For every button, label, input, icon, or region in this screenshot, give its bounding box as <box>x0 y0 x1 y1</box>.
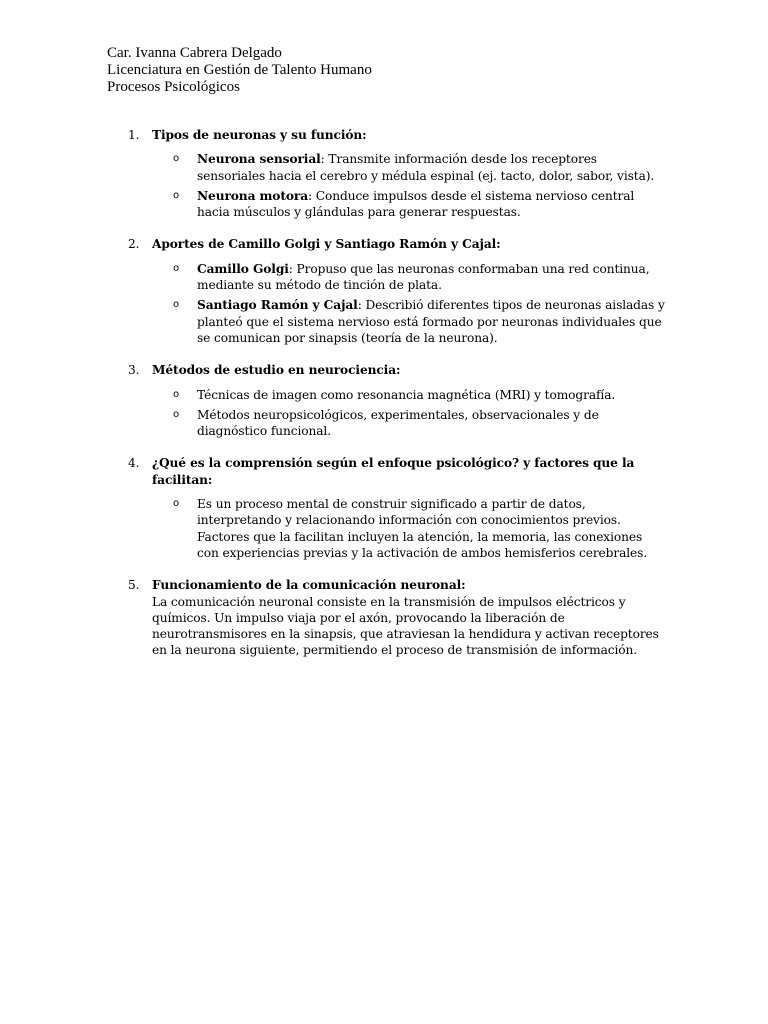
list-item <box>173 261 667 294</box>
section-paragraph: La comunicación neuronal consiste en la transmisión de impulsos eléctricos y químicos. Un impulso viaja por el axón, provocando la liberación de neurotransmisores en la sinapsis, que atraviesan la hendidura y activan receptores en la neurona siguiente, permitiendo el proceso de transmisión de información. <box>152 594 659 658</box>
item-text: Técnicas de imagen como resonancia magnética (MRI) y tomografía. <box>197 387 616 402</box>
list-item <box>173 496 667 561</box>
section-3 <box>0 362 768 439</box>
section-number: 4. <box>128 456 140 471</box>
bullet-circle-icon: o <box>173 299 180 311</box>
section-1 <box>0 127 768 220</box>
item-text: : Conduce impulsos desde el sistema nervioso central hacia músculos y glándulas para generar respuestas. <box>197 188 635 220</box>
list-item <box>173 151 667 184</box>
bullet-circle-icon: o <box>173 189 180 201</box>
item-text: : Describió diferentes tipos de neuronas aisladas y planteó que el sistema nervioso está formado por neuronas individuales que se comunican por sinapsis (teoría de la neurona). <box>197 298 665 345</box>
bullet-list <box>0 151 768 220</box>
section-5 <box>0 577 768 658</box>
bullet-list <box>0 496 768 561</box>
section-title: Tipos de neuronas y su función: <box>152 128 367 142</box>
list-item <box>173 297 667 346</box>
section-4 <box>0 455 768 561</box>
bullet-list <box>0 261 768 346</box>
item-term: Camillo Golgi <box>197 261 289 276</box>
section-2 <box>0 236 768 346</box>
item-term: Santiago Ramón y Cajal <box>197 298 358 313</box>
section-title: Funcionamiento de la comunicación neuronal: <box>152 578 466 593</box>
list-item <box>173 407 667 440</box>
section-number: 5. <box>128 578 140 593</box>
bullet-circle-icon: o <box>173 388 180 400</box>
author-name: Car. Ivanna Cabrera Delgado <box>107 45 282 61</box>
section-title: Aportes de Camillo Golgi y Santiago Ramón y Cajal: <box>152 237 501 252</box>
item-term: Neurona sensorial <box>197 152 321 167</box>
bullet-circle-icon: o <box>173 262 180 274</box>
item-text: : Propuso que las neuronas conformaban una red continua, mediante su método de tinción de plata. <box>197 261 650 293</box>
item-term: Neurona motora <box>197 188 309 203</box>
item-text: Es un proceso mental de construir significado a partir de datos, interpretando y relacionando información con conocimientos previos. Factores que la facilitan incluyen la atención, la memoria, las conexiones con experiencias previas y la activación de ambos hemisferios cerebrales. <box>197 497 648 560</box>
section-title: Métodos de estudio en neurociencia: <box>152 363 401 378</box>
bullet-circle-icon: o <box>173 498 180 510</box>
degree-program: Licenciatura en Gestión de Talento Humano <box>107 62 372 78</box>
bullet-list <box>0 387 768 440</box>
course-name: Procesos Psicológicos <box>107 79 240 95</box>
bullet-circle-icon: o <box>173 408 180 420</box>
section-title: ¿Qué es la comprensión según el enfoque psicológico? y factores que la facilitan: <box>152 456 635 487</box>
section-number: 1. <box>128 128 140 142</box>
document-header <box>107 45 372 96</box>
item-text: : Transmite información desde los receptores sensoriales hacia el cerebro y médula espinal (ej. tacto, dolor, sabor, vista). <box>197 152 655 183</box>
item-text: Métodos neuropsicológicos, experimentales, observacionales y de diagnóstico funcional. <box>197 407 599 439</box>
list-item <box>173 188 667 221</box>
document-body <box>0 127 768 675</box>
list-item <box>173 387 667 403</box>
section-number: 2. <box>128 237 140 252</box>
section-number: 3. <box>128 363 140 378</box>
bullet-circle-icon: o <box>173 153 180 165</box>
